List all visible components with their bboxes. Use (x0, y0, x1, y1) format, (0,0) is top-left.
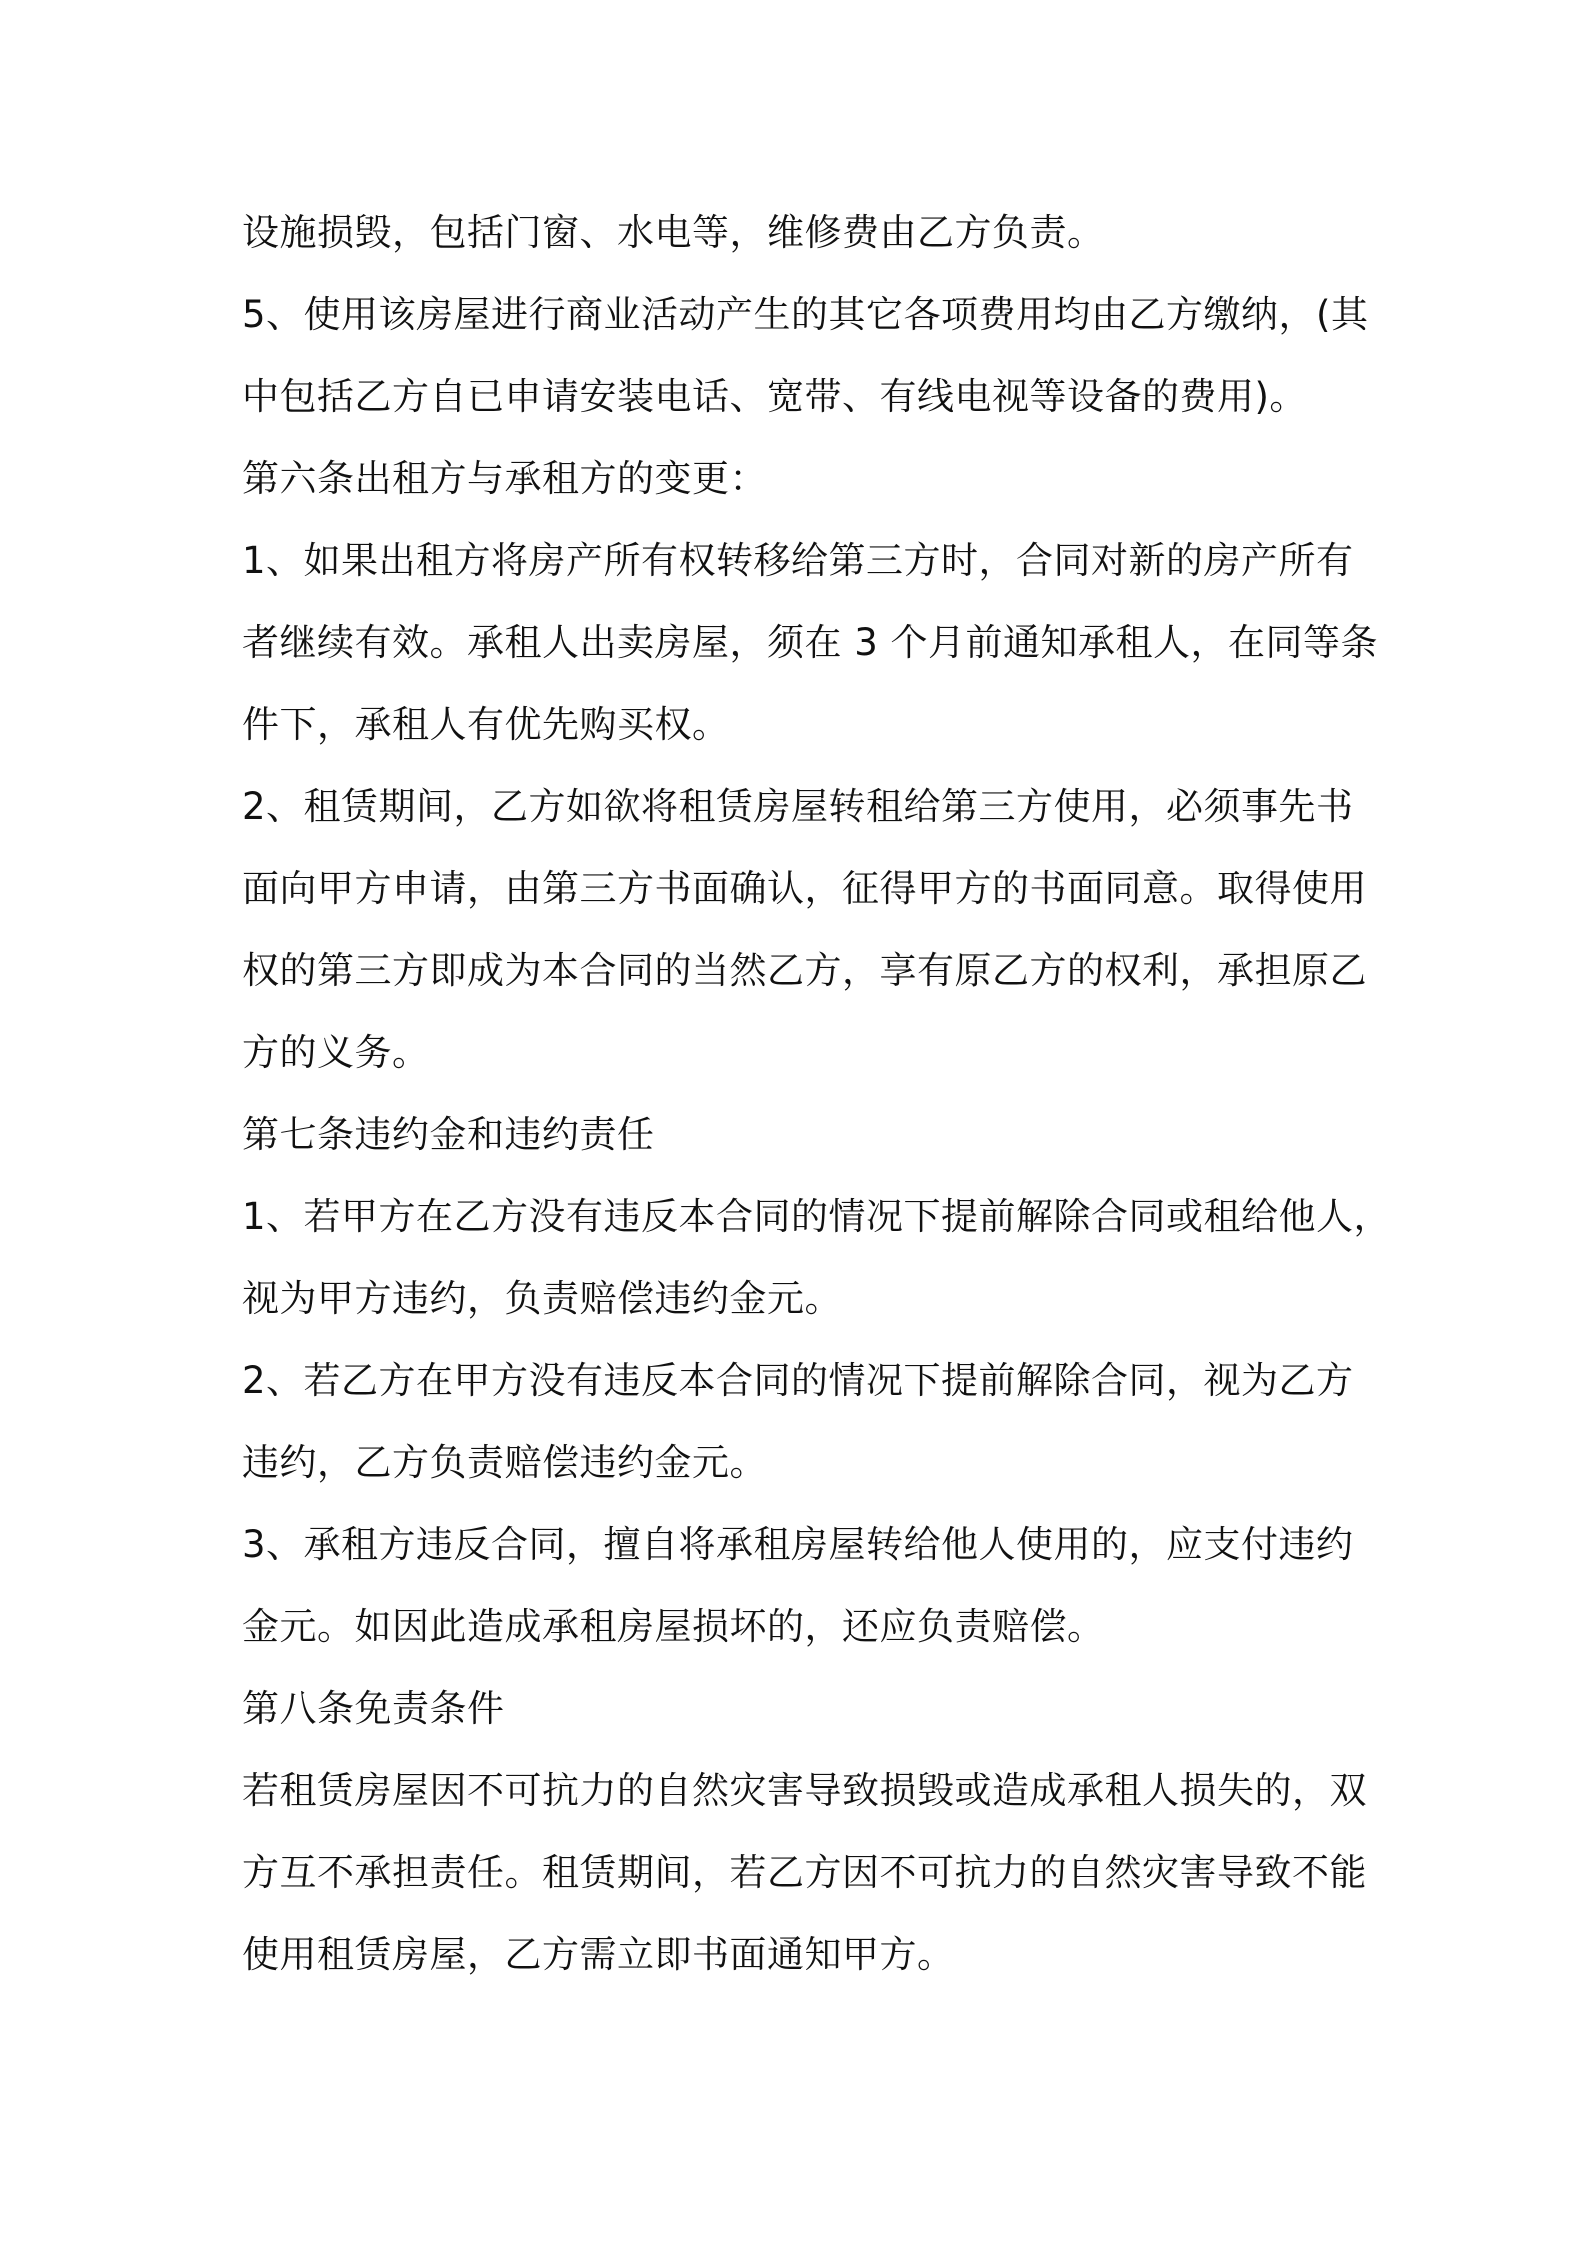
text-line: 使用租赁房屋，乙方需立即书面通知甲方。 (242, 1933, 955, 1976)
text-line: 方的义务。 (242, 1031, 430, 1074)
text-line: 视为甲方违约，负责赔偿违约金元。 (242, 1277, 842, 1320)
section-heading: 第六条出租方与承租方的变更： (242, 457, 767, 500)
section-heading: 第八条免责条件 (242, 1687, 505, 1730)
text-line: 2、若乙方在甲方没有违反本合同的情况下提前解除合同，视为乙方 (242, 1359, 1354, 1402)
text-line: 3、承租方违反合同，擅自将承租房屋转给他人使用的，应支付违约 (242, 1523, 1354, 1566)
text-line: 5、使用该房屋进行商业活动产生的其它各项费用均由乙方缴纳，(其 (242, 293, 1369, 336)
text-line: 2、租赁期间，乙方如欲将租赁房屋转租给第三方使用，必须事先书 (242, 785, 1354, 828)
text-line: 金元。如因此造成承租房屋损坏的，还应负责赔偿。 (242, 1605, 1105, 1648)
document-body (242, 192, 1392, 1996)
text-line: 中包括乙方自已申请安装电话、宽带、有线电视等设备的费用)。 (242, 375, 1307, 418)
text-line: 1、若甲方在乙方没有违反本合同的情况下提前解除合同或租给他人， (242, 1195, 1392, 1238)
text-line: 者继续有效。承租人出卖房屋，须在 3 个月前通知承租人，在同等条 (242, 621, 1379, 664)
text-line: 方互不承担责任。租赁期间，若乙方因不可抗力的自然灾害导致不能 (242, 1851, 1367, 1894)
text-line: 面向甲方申请，由第三方书面确认，征得甲方的书面同意。取得使用 (242, 867, 1367, 910)
section-heading: 第七条违约金和违约责任 (242, 1113, 655, 1156)
text-line: 设施损毁，包括门窗、水电等，维修费由乙方负责。 (242, 211, 1105, 254)
text-line: 若租赁房屋因不可抗力的自然灾害导致损毁或造成承租人损失的，双 (242, 1769, 1367, 1812)
text-line: 件下，承租人有优先购买权。 (242, 703, 730, 746)
text-line: 违约，乙方负责赔偿违约金元。 (242, 1441, 767, 1484)
text-line: 1、如果出租方将房产所有权转移给第三方时，合同对新的房产所有 (242, 539, 1354, 582)
text-line: 权的第三方即成为本合同的当然乙方，享有原乙方的权利，承担原乙 (242, 949, 1367, 992)
